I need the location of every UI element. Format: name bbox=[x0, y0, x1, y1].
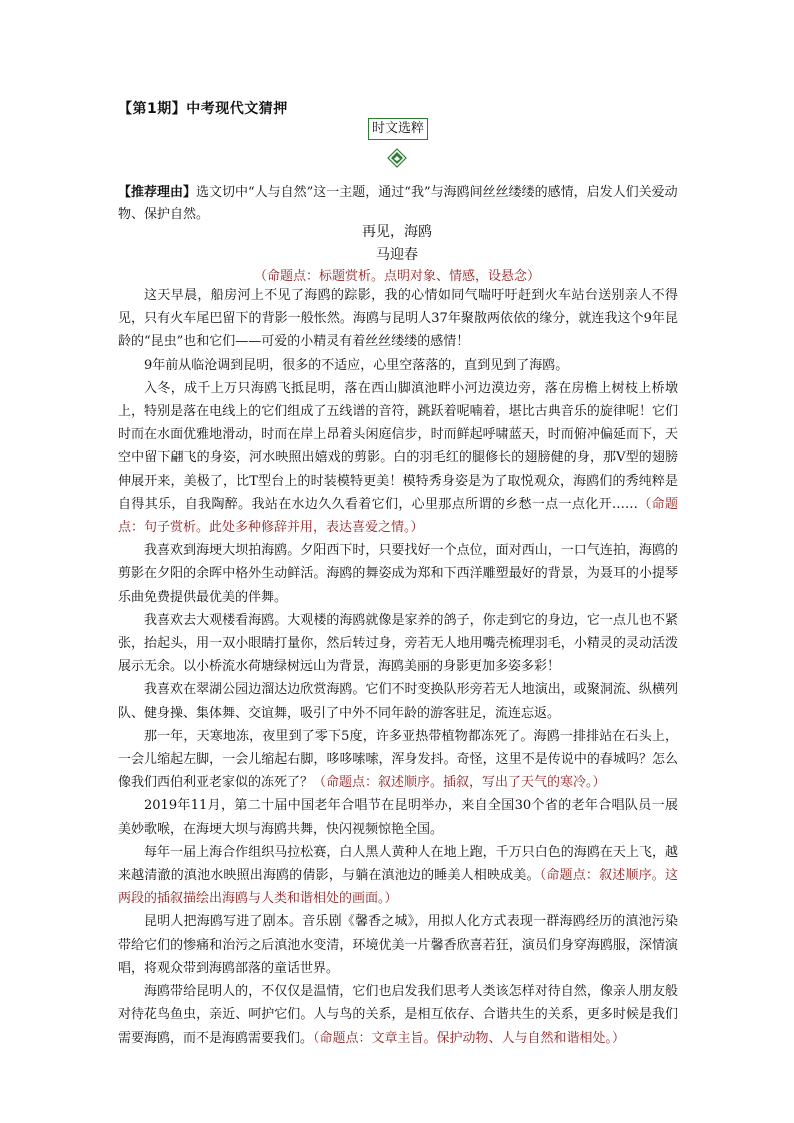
recommend-text: 选文切中“人与自然”这一主题，通过“我”与海鸥间丝丝缕缕的感情，启发人们关爱动物、保护自然。 bbox=[118, 185, 678, 222]
book-leaf-icon bbox=[387, 148, 407, 168]
paragraph: 我喜欢去大观楼看海鸥。大观楼的海鸥就像是家养的鸽子，你走到它的身边，它一点儿也不紧张，抬起头，用一双小眼睛打量你，然后转过身，旁若无人地用嘴壳梳理羽毛，小精灵的灵动活泼展示无余。以小桥流水荷塘绿树远山为背景，海鸥美丽的身影更加多姿多彩！ bbox=[118, 612, 678, 675]
paragraph: 9年前从临沧调到昆明，很多的不适应，心里空落落的，直到见到了海鸥。 bbox=[144, 357, 569, 373]
recommend-label: 【推荐理由】 bbox=[118, 185, 197, 200]
article-author: 马迎春 bbox=[376, 247, 418, 263]
title-note: （命题点：标题赏析。点明对象、情感，设悬念） bbox=[253, 269, 540, 284]
paragraph: 每年一届上海合作组织马拉松赛，白人黑人黄种人在地上跑，千万只白色的海鸥在天上飞，越来越清澈的滇池水映照出海鸥的倩影，与躺在滇池边的睡美人相映成美。（命题点：叙述顺序。这两段的插叙描绘出海鸥与人类和谐相处的画面。） bbox=[118, 844, 678, 907]
annotation-note: （命题点：叙述顺序。这两段的插叙描绘出海鸥与人类和谐相处的画面。） bbox=[118, 868, 678, 907]
paragraph: 我喜欢到海埂大坝拍海鸥。夕阳西下时，只要找好一个点位，面对西山，一口气连拍，海鸥的剪影在夕阳的余晖中格外生动鲜活。海鸥的舞姿成为郑和下西洋雕塑最好的背景，为聂耳的小提琴乐曲免费提供最优美的伴舞。 bbox=[118, 543, 678, 605]
issue-heading: 【第1期】中考现代文猜押 bbox=[118, 101, 288, 117]
paragraph: 这天早晨，船房河上不见了海鸥的踪影，我的心情如同气喘吁吁赶到火车站台送别亲人不得见，只有火车尾巴留下的背影一般怅然。海鸥与昆明人37年聚散两依依的缘分，就连我这个9年昆龄的“昆虫”也和它们——可爱的小精灵有着丝丝缕缕的感情！ bbox=[118, 288, 678, 350]
paragraph: 那一年，天寒地冻，夜里到了零下5度，许多亚热带植物都冻死了。海鸥一排排站在石头上，一会儿缩起左脚，一会儿缩起右脚，哆哆嗦嗦，浑身发抖。奇怪，这里不是传说中的春城吗？怎么像我们西伯利亚老家似的冻死了？（命题点：叙述顺序。插叙，写出了天气的寒冷。） bbox=[118, 728, 678, 791]
article-title: 再见，海鸥 bbox=[362, 224, 432, 240]
paragraph: 昆明人把海鸥写进了剧本。音乐剧《馨香之城》，用拟人化方式表现一群海鸥经历的滇池污染带给它们的惨痛和治污之后滇池水变清，环境优美一片馨香欣喜若狂，演员们身穿海鸥服，深情演唱，将观众带到海鸥部落的童话世界。 bbox=[118, 914, 678, 976]
paragraph: 入冬，成千上万只海鸥飞抵昆明，落在西山脚滇池畔小河边漠边旁，落在房檐上树枝上桥墩上，特别是落在电线上的它们组成了五线谱的音符，跳跃着呢喃着，堪比古典音乐的旋律呢！它们时而在水面优雅地滑动，时而在岸上昂着头闲庭信步，时而鲜起呼啸蓝天，时而俯冲偏延而下，天空中留下翩飞的身姿，河水映照出嬉戏的剪影。白的羽毛红的腿修长的翅膀健的身，那V型的翅膀伸展开来，美极了，比T型台上的时装模特更美！模特秀身姿是为了取悦观众，海鸥们的秀纯粹是自得其乐，自我陶醉。我站在水边久久看着它们，心里那点所谓的乡愁一点一点化开……（命题点：句子赏析。此处多种修辞并用，表达喜爱之情。） bbox=[118, 380, 678, 536]
annotation-note: （命题点：叙述顺序。插叙，写出了天气的寒冷。） bbox=[313, 775, 606, 791]
paragraph: 我喜欢在翠湖公园边溜达边欣赏海鸥。它们不时变换队形旁若无人地演出，或聚洞流、纵横列队、健身操、集体舞、交谊舞，吸引了中外不同年龄的游客驻足，流连忘返。 bbox=[118, 682, 678, 721]
article-body bbox=[118, 284, 678, 1050]
paragraph: 2019年11月，第二十届中国老年合唱节在昆明举办，来自全国30个省的老年合唱队员一展美妙歌喉，在海埂大坝与海鸥共舞，快闪视频惊艳全国。 bbox=[118, 798, 678, 837]
section-badge: 时文选粹 bbox=[368, 118, 428, 140]
paragraph: 海鸥带给昆明人的，不仅仅是温情，它们也启发我们思考人类该怎样对待自然，像亲人朋友般对待花鸟鱼虫，亲近、呵护它们。人与鸟的关系，是相互依存、合谐共生的关系，更多时候是我们需要海鸥，而不是海鸥需要我们。（命题点：文章主旨。保护动物、人与自然和谐相处。） bbox=[118, 984, 678, 1046]
recommend-reason bbox=[118, 182, 678, 226]
annotation-note: （命题点：句子赏析。此处多种修辞并用，表达喜爱之情。） bbox=[118, 496, 678, 536]
annotation-note: （命题点：文章主旨。保护动物、人与自然和谐相处。） bbox=[313, 1030, 626, 1046]
